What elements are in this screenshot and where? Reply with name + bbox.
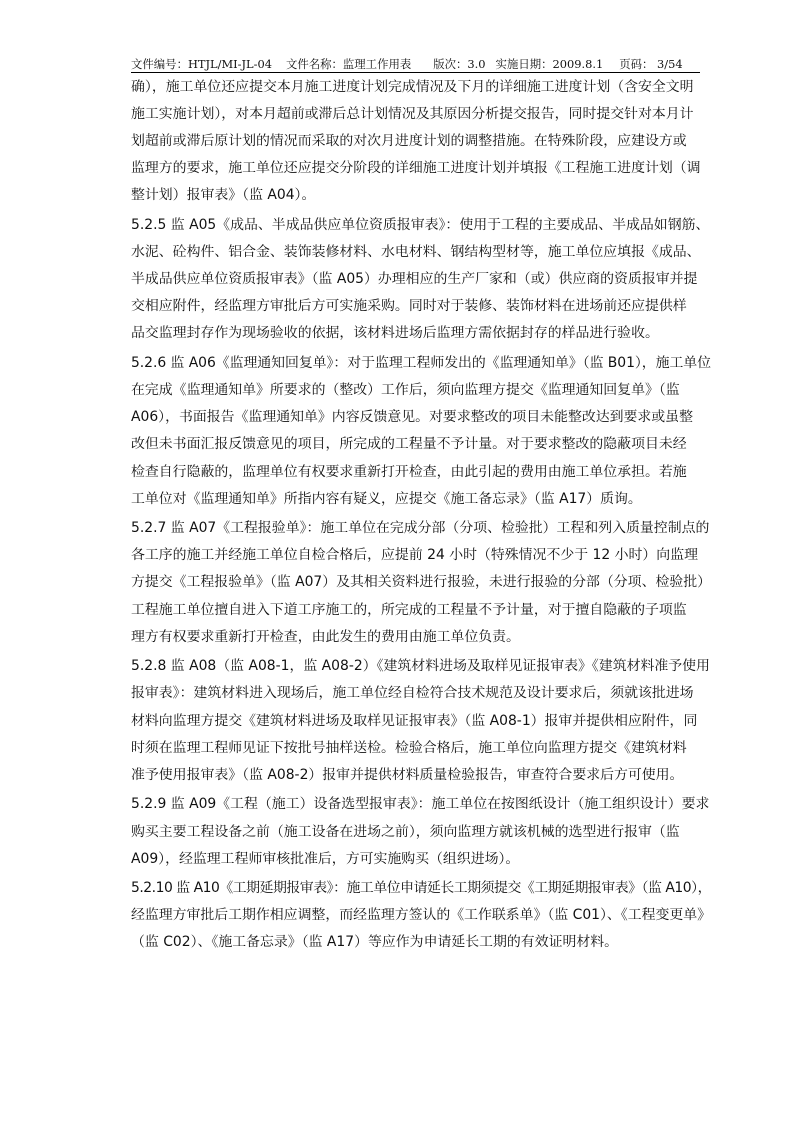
paragraph-line: 材料向监理方提交《建筑材料进场及取样见证报审表》（监 A08-1）报审并提供相应附件，同 <box>131 712 698 729</box>
paragraph-line: 确），施工单位还应提交本月施工进度计划完成情况及下月的详细施工进度计划（含安全文明 <box>131 79 694 95</box>
paragraph-5-2-6 <box>131 350 711 513</box>
paragraph-line: 5.2.8 监 A08（监 A08-1，监 A08-2）《建筑材料进场及取样见证报审表》《建筑材料准予使用 <box>131 658 710 675</box>
paragraph-line: 划超前或滞后原计划的情况而采取的对次月进度计划的调整措施。在特殊阶段，应建设方或 <box>131 133 687 150</box>
paragraph-line: 工单位对《监理通知单》所指内容有疑义，应提交《施工备忘录》（监 A17）质询。 <box>131 490 642 507</box>
paragraph-5-2-9 <box>131 791 711 872</box>
document-version: 版次：3.0 <box>433 57 486 71</box>
paragraph-line: 检查自行隐蔽的，监理单位有权要求重新打开检查，由此引起的费用由施工单位承担。若施 <box>131 463 687 480</box>
paragraph-line: 工程施工单位擅自进入下道工序施工的，所完成的工程量不予计量，对于擅自隐蔽的子项监 <box>131 601 687 618</box>
page-number: 页码： 3/54 <box>619 57 683 71</box>
paragraph-line: 5.2.5 监 A05《成品、半成品供应单位资质报审表》：使用于工程的主要成品、半成品如钢筋、 <box>131 217 710 234</box>
paragraph-line: 准予使用报审表》（监 A08-2）报审并提供材料质量检验报告，审查符合要求后方可使用。 <box>131 766 684 783</box>
paragraph-5-2-7 <box>131 515 711 650</box>
paragraph-line: 理方有权要求重新打开检查，由此发生的费用由施工单位负责。 <box>131 628 520 645</box>
paragraph-line: 在完成《监理通知单》所要求的（整改）工作后，须向监理方提交《监理通知回复单》（监 <box>131 382 680 399</box>
paragraph-5-2-10 <box>131 875 711 956</box>
paragraph-line: 半成品供应单位资质报审表》（监 A05）办理相应的生产厂家和（或）供应商的资质报审并提 <box>131 271 698 288</box>
paragraph-line: 水泥、砼构件、铝合金、装饰装修材料、水电材料、钢结构型材等，施工单位应填报《成品、 <box>131 244 701 261</box>
paragraph-cont <box>131 74 711 209</box>
paragraph-line: 时须在监理工程师见证下按批号抽样送检。检验合格后，施工单位向监理方提交《建筑材料 <box>131 739 687 756</box>
paragraph-line: 方提交《工程报验单》（监 A07）及其相关资料进行报验，未进行报验的分部（分项、检验批） <box>131 574 711 591</box>
paragraph-line: 监理方的要求，施工单位还应提交分阶段的详细施工进度计划并填报《工程施工进度计划（调 <box>131 160 701 177</box>
paragraph-line: A06），书面报告《监理通知单》内容反馈意见。对要求整改的项目未能整改达到要求或虽整 <box>131 409 693 426</box>
paragraph-line: 报审表》：建筑材料进入现场后，施工单位经自检符合技术规范及设计要求后，须就该批进场 <box>131 685 694 702</box>
paragraph-line: 5.2.10 监 A10《工期延期报审表》：施工单位申请延长工期须提交《工期延期报审表》（监 A10）， <box>131 880 712 897</box>
paragraph-line: 购买主要工程设备之前（施工设备在进场之前），须向监理方就该机械的选型进行报审（监 <box>131 823 680 840</box>
page-header <box>131 56 700 73</box>
paragraph-line: 经监理方审批后工期作相应调整，而经监理方签认的《工作联系单》（监 C01）、《工程变更单》 <box>131 907 711 924</box>
paragraph-line: 改但未书面汇报反馈意见的项目，所完成的工程量不予计量。对于要求整改的隐蔽项目未经 <box>131 436 687 453</box>
paragraph-line: 各工序的施工并经施工单位自检合格后，应提前 24 小时（特殊情况不少于 12 小时）向监理 <box>131 547 698 564</box>
document-code: 文件编号：HTJL/MI-JL-04 <box>131 57 272 71</box>
paragraph-line: 5.2.6 监 A06《监理通知回复单》：对于监理工程师发出的《监理通知单》（监 B01），施工单位 <box>131 355 711 372</box>
paragraph-line: 品交监理封存作为现场验收的依据，该材料进场后监理方需依据封存的样品进行验收。 <box>131 325 659 342</box>
paragraph-line: 5.2.7 监 A07《工程报验单》：施工单位在完成分部（分项、检验批）工程和列入质量控制点的 <box>131 520 710 537</box>
document-body <box>131 74 711 957</box>
paragraph-line: A09），经监理工程师审核批准后，方可实施购买（组织进场）。 <box>131 850 520 867</box>
paragraph-line: 交相应附件，经监理方审批后方可实施采购。同时对于装修、装饰材料在进场前还应提供样 <box>131 298 687 315</box>
paragraph-5-2-5 <box>131 212 711 347</box>
paragraph-line: （监 C02）、《施工备忘录》（监 A17）等应作为申请延长工期的有效证明材料。 <box>131 934 619 951</box>
paragraph-line: 5.2.9 监 A09《工程（施工）设备选型报审表》：施工单位在按图纸设计（施工组织设计）要求 <box>131 796 710 813</box>
paragraph-5-2-8 <box>131 653 711 788</box>
implementation-date: 实施日期：2009.8.1 <box>495 57 604 71</box>
document-name: 文件名称：监理工作用表 <box>285 57 412 71</box>
paragraph-line: 整计划）报审表》（监 A04）。 <box>131 187 316 204</box>
paragraph-line: 施工实施计划），对本月超前或滞后总计划情况及其原因分析提交报告，同时提交针对本月计 <box>131 106 694 123</box>
